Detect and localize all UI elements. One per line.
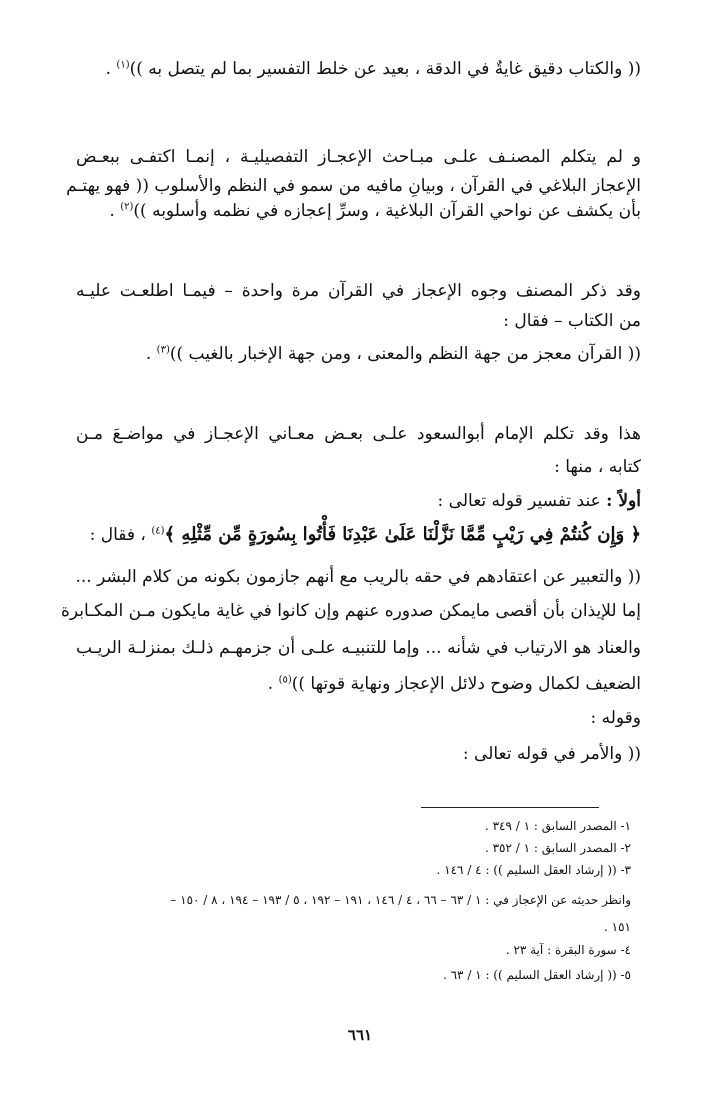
text-line: والعناد هو الارتياب في شأنه ... وإما للتنبيـه علـى أن جزمهـم ذلـك بمنزلـة الريـب bbox=[76, 638, 641, 658]
text-line: من الكتاب – فقال : bbox=[503, 311, 641, 331]
text-line: و لم يتكلم المصنـف علـى مبـاحث الإعجـاز التفصيليـة ، إنمـا اكتفـى ببعـض bbox=[76, 147, 641, 167]
footnote: ٤- سورة البقرة : آية ٢٣ . bbox=[505, 943, 631, 957]
text-line: (( والكتاب دقيق غايةٌ في الدقة ، بعيد عن خلط التفسير بما لم يتصل به ))$^{(١)}$ . bbox=[105, 59, 641, 79]
quran-verse-line: ﴿ وَإِن كُنتُمْ فِي رَيْبٍ مِّمَّا نَزَّلْنَا عَلَىٰ عَبْدِنَا فَأْتُوا بِسُورَةٍ مِّن مِّثْلِهِ ﴾$^{(٤)}$ ، فقال : bbox=[89, 524, 641, 545]
text-line: الضعيف لكمال وضوح دلائل الإعجاز ونهاية قوتها ))$^{(٥)}$ . bbox=[267, 674, 641, 694]
footnote: ١٥١ . bbox=[604, 920, 631, 934]
text-line: بأن يكشف عن نواحي القرآن البلاغية ، وسرِّ إعجازه في نظمه وأسلوبه ))$^{(٢)}$ . bbox=[109, 201, 641, 221]
text-line: (( القرآن معجز من جهة النظم والمعنى ، ومن جهة الإخبار بالغيب ))$^{(٣)}$ . bbox=[145, 344, 641, 364]
footnote: ٣- (( إرشاد العقل السليم )) : ٤ / ١٤٦ . bbox=[436, 863, 631, 877]
text-line: هذا وقد تكلم الإمام أبوالسعود علـى بعـض معـاني الإعجـاز في مواضـعَ مـن bbox=[76, 424, 641, 444]
text-line: وقد ذكر المصنف وجوه الإعجاز في القرآن مرة واحدة – فيمـا اطلعـت عليـه bbox=[76, 281, 641, 301]
footnote: ٢- المصدر السابق : ١ / ٣٥٢ . bbox=[484, 841, 631, 855]
footnote: وانظر حديثه عن الإعجاز في : ١ / ٦٣ – ٦٦ ، ٤ / ١٤٦ ، ١٩١ – ١٩٢ ، ٥ / ١٩٣ – ١٩٤ ، ٨ / ١٥٠ – bbox=[170, 893, 631, 907]
text-line: وقوله : bbox=[590, 708, 641, 728]
text-line: (( والأمر في قوله تعالى : bbox=[462, 744, 641, 764]
text-line: أولاً : عند تفسير قوله تعالى : bbox=[437, 491, 641, 511]
page-number: ٦٦١ bbox=[347, 1026, 373, 1044]
text-line: كتابه ، منها : bbox=[554, 457, 641, 477]
text-line: (( والتعبير عن اعتقادهم في حقه بالريب مع أنهم جازمون بكونه من كلام البشر ... bbox=[75, 567, 641, 587]
text-line: إما للإيذان بأن أقصى مايمكن صدوره عنهم وإن كانوا في غاية مايكون مـن المكـابرة bbox=[60, 601, 641, 621]
footnote: ٥- (( إرشاد العقل السليم )) : ١ / ٦٣ . bbox=[442, 968, 631, 982]
text-line: الإعجاز البلاغي في القرآن ، وبيانِ مافيه من سمو في النظم والأسلوب (( فهو يهتـم bbox=[66, 176, 641, 196]
footnote: ١- المصدر السابق : ١ / ٣٤٩ . bbox=[484, 819, 631, 833]
footnote-separator bbox=[421, 807, 599, 808]
